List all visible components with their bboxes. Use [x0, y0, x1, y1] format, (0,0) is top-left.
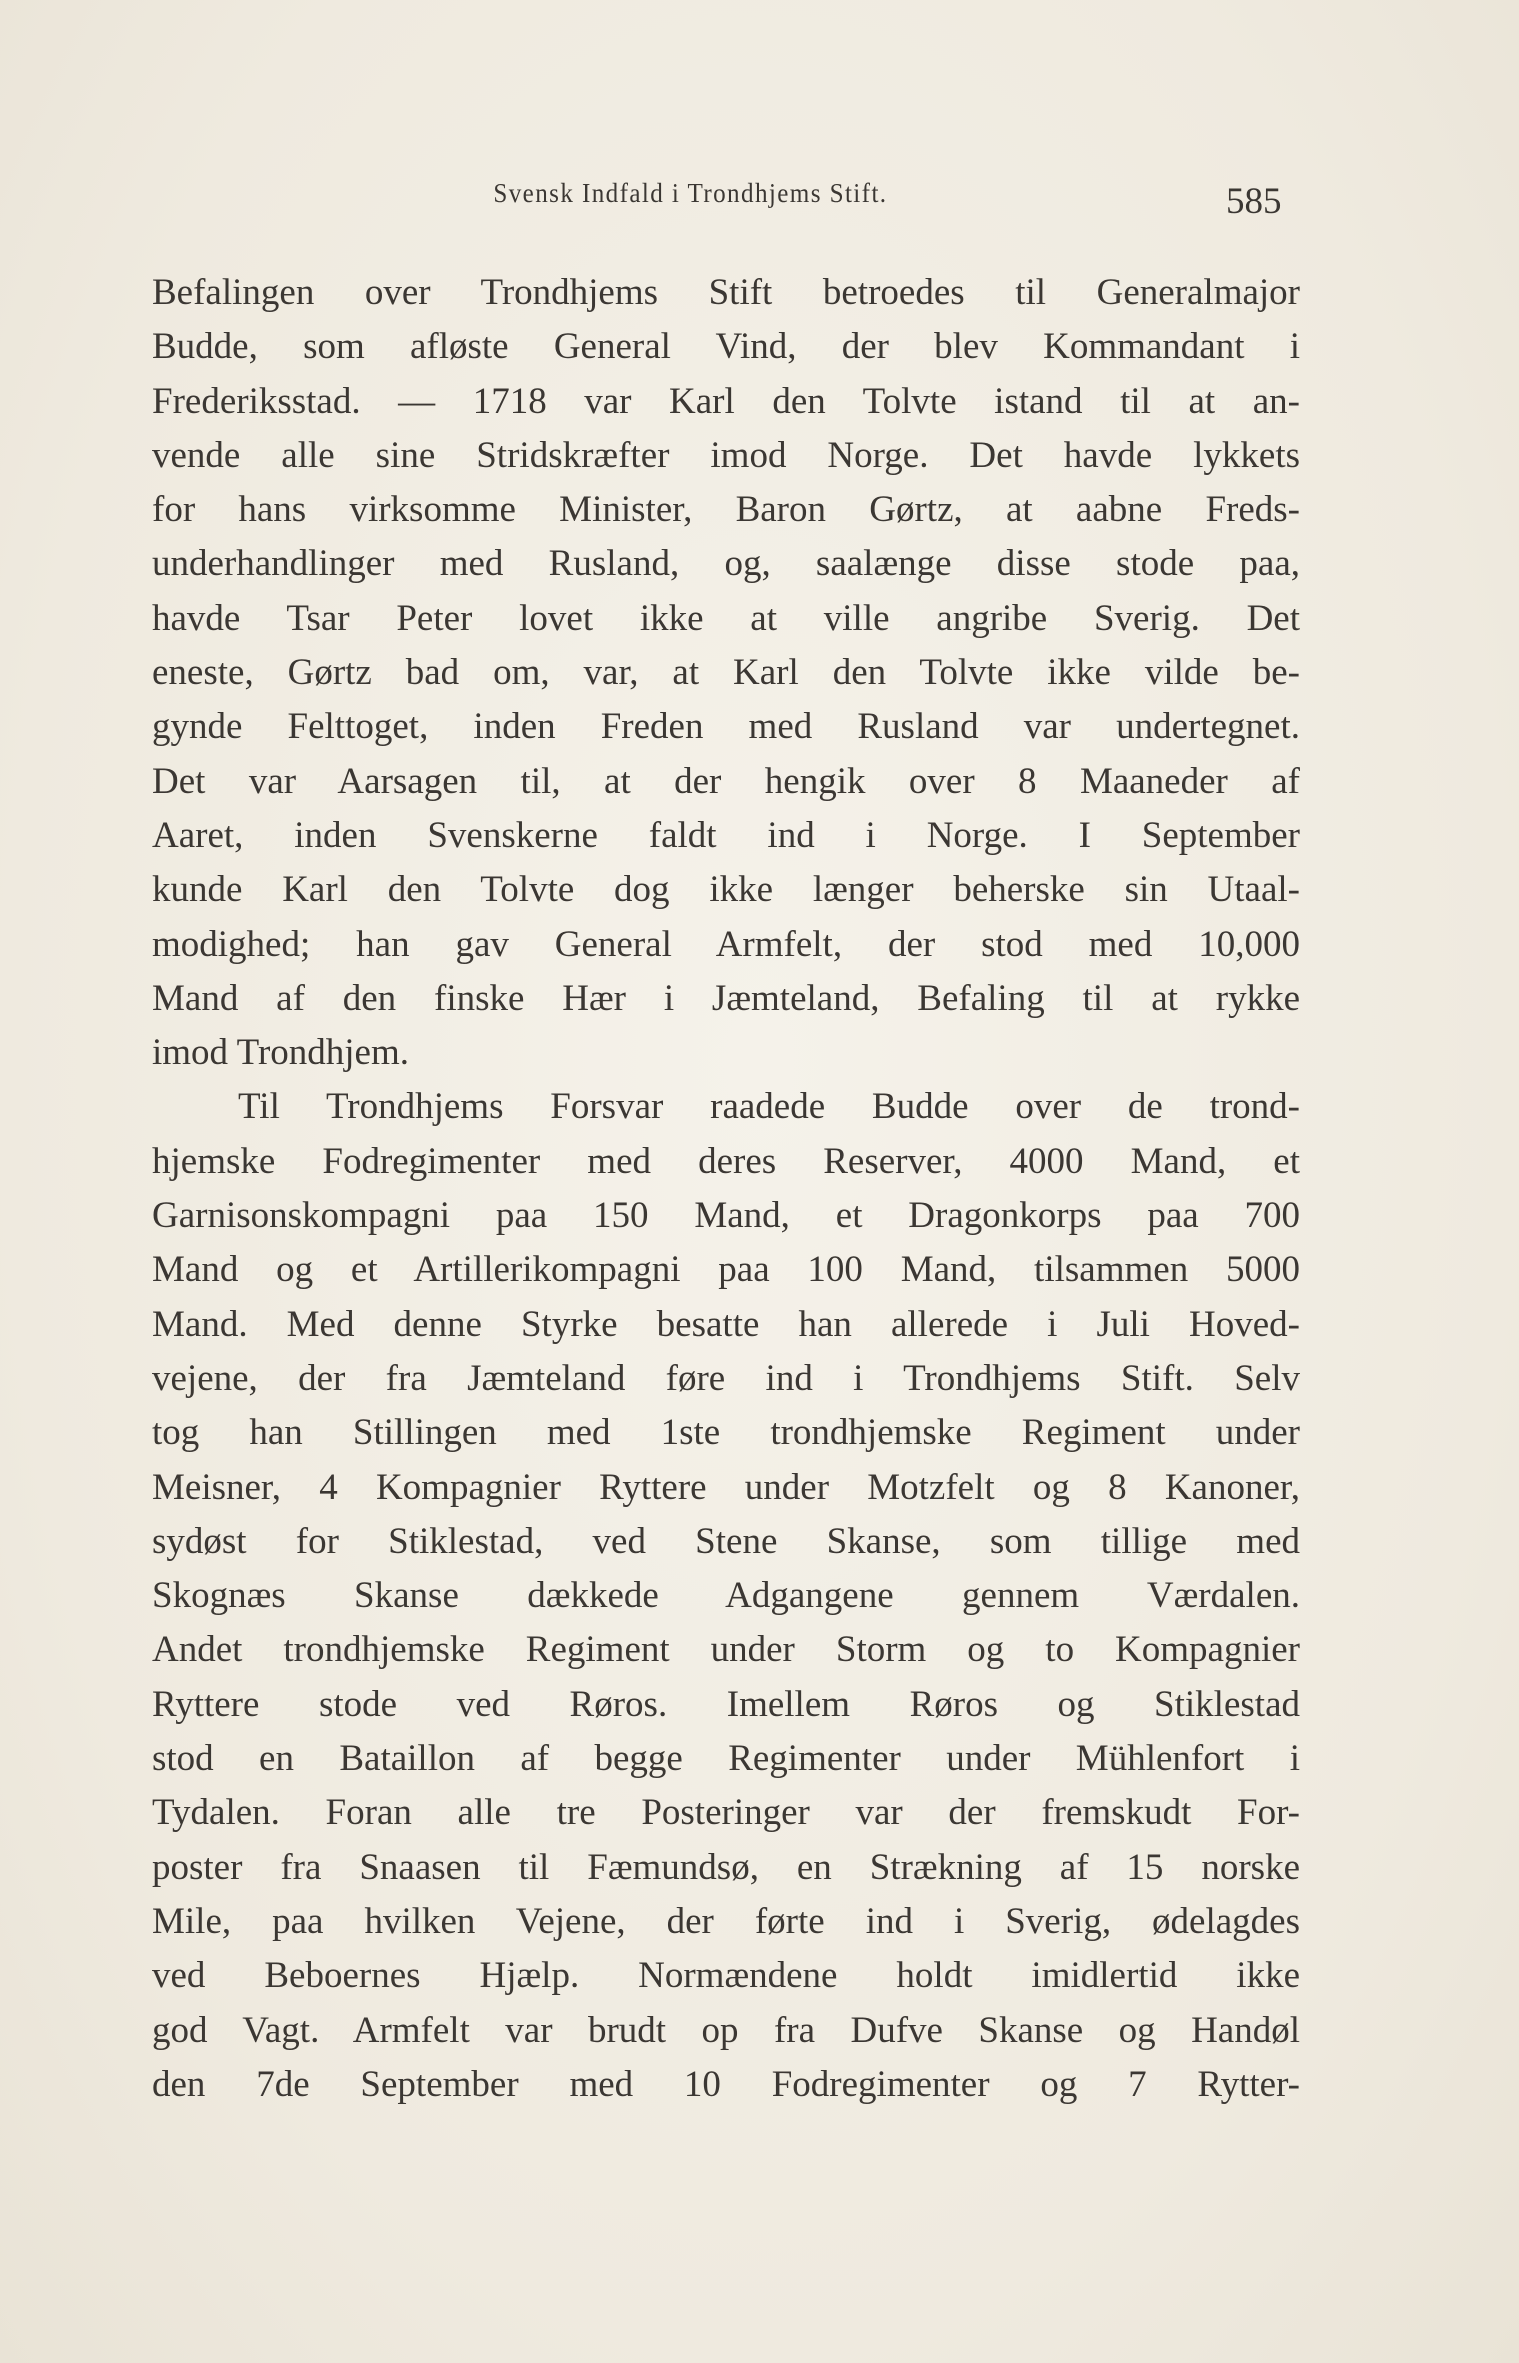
- text-line: imod Trondhjem.: [152, 1032, 409, 1074]
- text-line: Aaret, inden Svenskerne faldt ind i Norge. I September: [152, 814, 1300, 856]
- text-line: Tydalen. Foran alle tre Posteringer var der fremskudt For-: [152, 1792, 1300, 1834]
- text-line: Ryttere stode ved Røros. Imellem Røros og Stiklestad: [152, 1683, 1300, 1725]
- text-line: Det var Aarsagen til, at der hengik over 8 Maaneder af: [152, 760, 1300, 802]
- text-line: Mand og et Artillerikompagni paa 100 Mand, tilsammen 5000: [152, 1249, 1300, 1291]
- page-number: 585: [1226, 181, 1282, 222]
- text-line: Mile, paa hvilken Vejene, der førte ind i Sverig, ødelagdes: [152, 1900, 1300, 1942]
- text-line: Budde, som afløste General Vind, der blev Kommandant i: [152, 326, 1300, 368]
- body-text: [152, 266, 1300, 2112]
- text-line: kunde Karl den Tolvte dog ikke længer beherske sin Utaal-: [152, 869, 1300, 911]
- text-line: god Vagt. Armfelt var brudt op fra Dufve Skanse og Handøl: [152, 2009, 1300, 2051]
- text-line: Til Trondhjems Forsvar raadede Budde over de trond-: [238, 1086, 1300, 1128]
- text-line: Skognæs Skanse dækkede Adgangene gennem Værdalen.: [152, 1575, 1300, 1617]
- text-line: vejene, der fra Jæmteland føre ind i Trondhjems Stift. Selv: [152, 1357, 1300, 1399]
- text-line: Andet trondhjemske Regiment under Storm og to Kompagnier: [152, 1629, 1300, 1671]
- text-line: gynde Felttoget, inden Freden med Rusland var undertegnet.: [152, 706, 1300, 748]
- text-line: Mand af den finske Hær i Jæmteland, Befaling til at rykke: [152, 977, 1300, 1019]
- text-line: tog han Stillingen med 1ste trondhjemske Regiment under: [152, 1412, 1300, 1454]
- text-line: modighed; han gav General Armfelt, der stod med 10,000: [152, 923, 1300, 965]
- text-line: stod en Bataillon af begge Regimenter under Mühlenfort i: [152, 1738, 1300, 1780]
- text-line: hjemske Fodregimenter med deres Reserver, 4000 Mand, et: [152, 1140, 1300, 1182]
- text-line: ved Beboernes Hjælp. Normændene holdt imidlertid ikke: [152, 1955, 1300, 1997]
- text-line: Befalingen over Trondhjems Stift betroedes til Generalmajor: [152, 272, 1300, 313]
- text-line: Mand. Med denne Styrke besatte han allerede i Juli Hoved-: [152, 1303, 1300, 1345]
- text-line: Frederiksstad. — 1718 var Karl den Tolvte istand til at an-: [152, 380, 1300, 422]
- text-line: den 7de September med 10 Fodregimenter og 7 Rytter-: [152, 2063, 1300, 2105]
- text-line: sydøst for Stiklestad, ved Stene Skanse, som tillige med: [152, 1520, 1300, 1562]
- text-line: vende alle sine Stridskræfter imod Norge. Det havde lykkets: [152, 434, 1300, 476]
- text-line: havde Tsar Peter lovet ikke at ville angribe Sverig. Det: [152, 597, 1300, 639]
- text-line: poster fra Snaasen til Fæmundsø, en Strækning af 15 norske: [152, 1846, 1300, 1888]
- text-line: underhandlinger med Rusland, og, saalænge disse stode paa,: [152, 543, 1300, 585]
- text-line: Meisner, 4 Kompagnier Ryttere under Motzfelt og 8 Kanoner,: [152, 1466, 1300, 1508]
- text-line: Garnisonskompagni paa 150 Mand, et Dragonkorps paa 700: [152, 1195, 1300, 1237]
- text-line: eneste, Gørtz bad om, var, at Karl den Tolvte ikke vilde be-: [152, 652, 1300, 694]
- text-line: for hans virksomme Minister, Baron Gørtz, at aabne Freds-: [152, 489, 1300, 531]
- running-title: Svensk Indfald i Trondhjems Stift.: [493, 178, 888, 208]
